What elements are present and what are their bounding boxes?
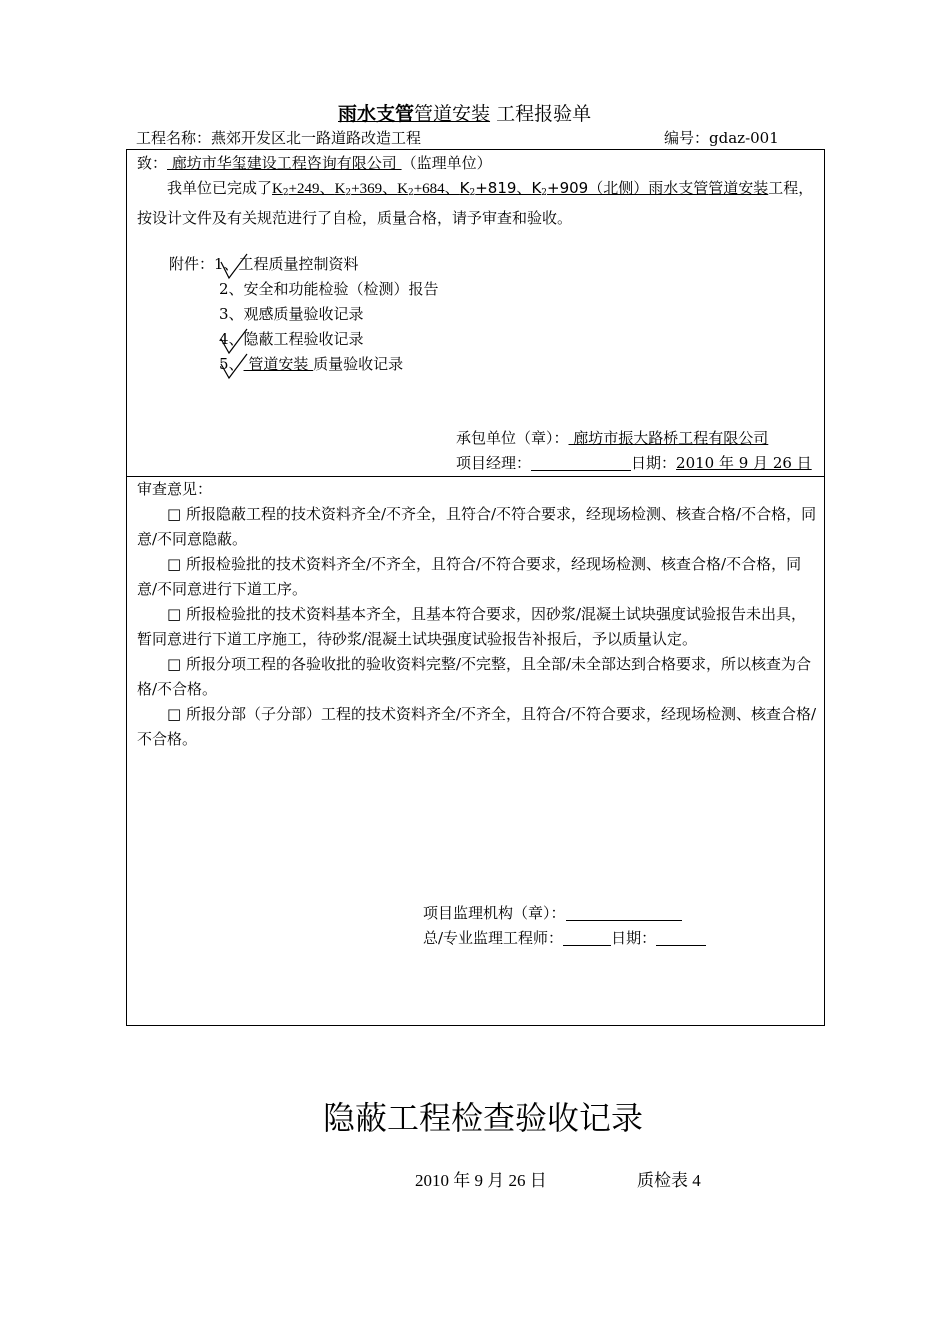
date-blank (656, 929, 706, 946)
review-option: □ 所报检验批的技术资料齐全/不齐全，且符合/不符合要求，经现场检测、核查合格/不合格，同意/不同意进行下道工序。 (137, 555, 802, 598)
attachment-item: 2、安全和功能检验（检测）报告 (219, 280, 439, 298)
record-title: 隐蔽工程检查验收记录 (323, 1099, 644, 1137)
review-label: 审查意见： (137, 480, 213, 498)
supervision-org-line: 项目监理机构（章）： (423, 902, 682, 923)
addressee-line: 致： 廊坊市华玺建设工程咨询有限公司 （监理单位） (137, 154, 492, 172)
report-form-box (126, 149, 825, 1026)
attachments-label: 附件：1、工程质量控制资料 (169, 255, 359, 273)
attachment-item: 5、 管道安装 质量验收记录 (219, 355, 404, 373)
record-date: 2010 年 9 月 26 日 (415, 1171, 547, 1190)
record-form-number: 质检表 4 (637, 1171, 701, 1190)
signature-blank (563, 929, 611, 946)
review-section (137, 477, 817, 752)
form-title: 雨水支管管道安装 工程报验单 (338, 103, 592, 125)
checkmark-icon (219, 352, 249, 382)
review-option: □ 所报隐蔽工程的技术资料齐全/不齐全，且符合/不符合要求，经现场检测、核查合格/不合格，同意/不同意隐蔽。 (137, 505, 817, 548)
signature-blank (566, 904, 682, 921)
contractor-unit: 承包单位（章）： 廊坊市振大路桥工程有限公司 (456, 429, 769, 447)
project-manager-line: 项目经理： 日期：2010 年 9 月 26 日 (456, 454, 812, 472)
attachment-item: 4、隐蔽工程验收记录 (219, 330, 364, 348)
form-number: 编号：gdaz-001 (664, 129, 779, 147)
project-name-line: 工程名称：燕郊开发区北一路道路改造工程 (136, 129, 422, 147)
checkmark-icon (219, 252, 249, 282)
station-list: $K_2+249$、$K_2+369$、$K_2+684$、$K_2+819$、$K_2+909$（北侧）雨水支管管道安装 (272, 179, 769, 198)
review-option: □ 所报检验批的技术资料基本齐全，且基本符合要求，因砂浆/混凝土试块强度试验报告未出具，暂同意进行下道工序施工，待砂浆/混凝土试块强度试验报告补报后，予以质量认定。 (137, 605, 806, 648)
review-option: □ 所报分部（子分部）工程的技术资料齐全/不齐全，且符合/不符合要求，经现场检测、核查合格/不合格。 (137, 705, 817, 748)
signature-blank (531, 454, 631, 471)
supervising-engineer-line: 总/专业监理工程师： 日期： (423, 927, 706, 948)
review-option: □ 所报分项工程的各验收批的验收资料完整/不完整，且全部/未全部达到合格要求，所以核查为合格/不合格。 (137, 655, 812, 698)
completion-statement: 我单位已完成了$K_2+249$、$K_2+369$、$K_2+684$、$K_2+819$、$K_2+909$（北侧）雨水支管管道安装工程，按设计文件及有关规范进行了自检，质量合格，请予审查和验收。 (137, 179, 814, 227)
attachment-item: 3、观感质量验收记录 (219, 305, 364, 323)
